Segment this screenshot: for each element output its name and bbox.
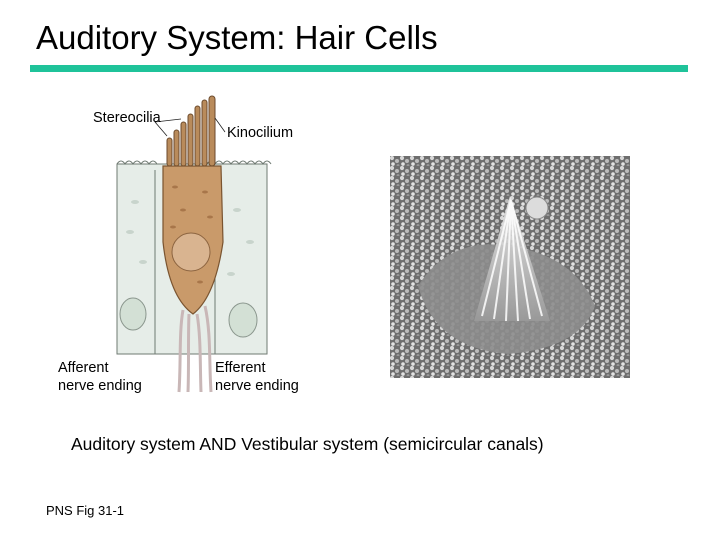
label-stereocilia: Stereocilia	[93, 110, 161, 126]
micrograph-image	[390, 156, 630, 378]
label-kinocilium: Kinocilium	[227, 125, 294, 141]
label-efferent: Efferent	[215, 360, 266, 376]
slide-title: Auditory System: Hair Cells	[36, 19, 438, 56]
label-efferent-sub: nerve ending	[215, 378, 299, 394]
figure-caption: Auditory system AND Vestibular system (semicircular canals)	[71, 434, 544, 454]
title-underline	[30, 65, 688, 72]
figure-source: PNS Fig 31-1	[46, 503, 125, 518]
hair-cell-diagram	[55, 92, 330, 397]
electron-micrograph	[390, 156, 630, 378]
label-afferent: Afferent	[58, 360, 109, 376]
label-afferent-sub: nerve ending	[58, 378, 142, 394]
